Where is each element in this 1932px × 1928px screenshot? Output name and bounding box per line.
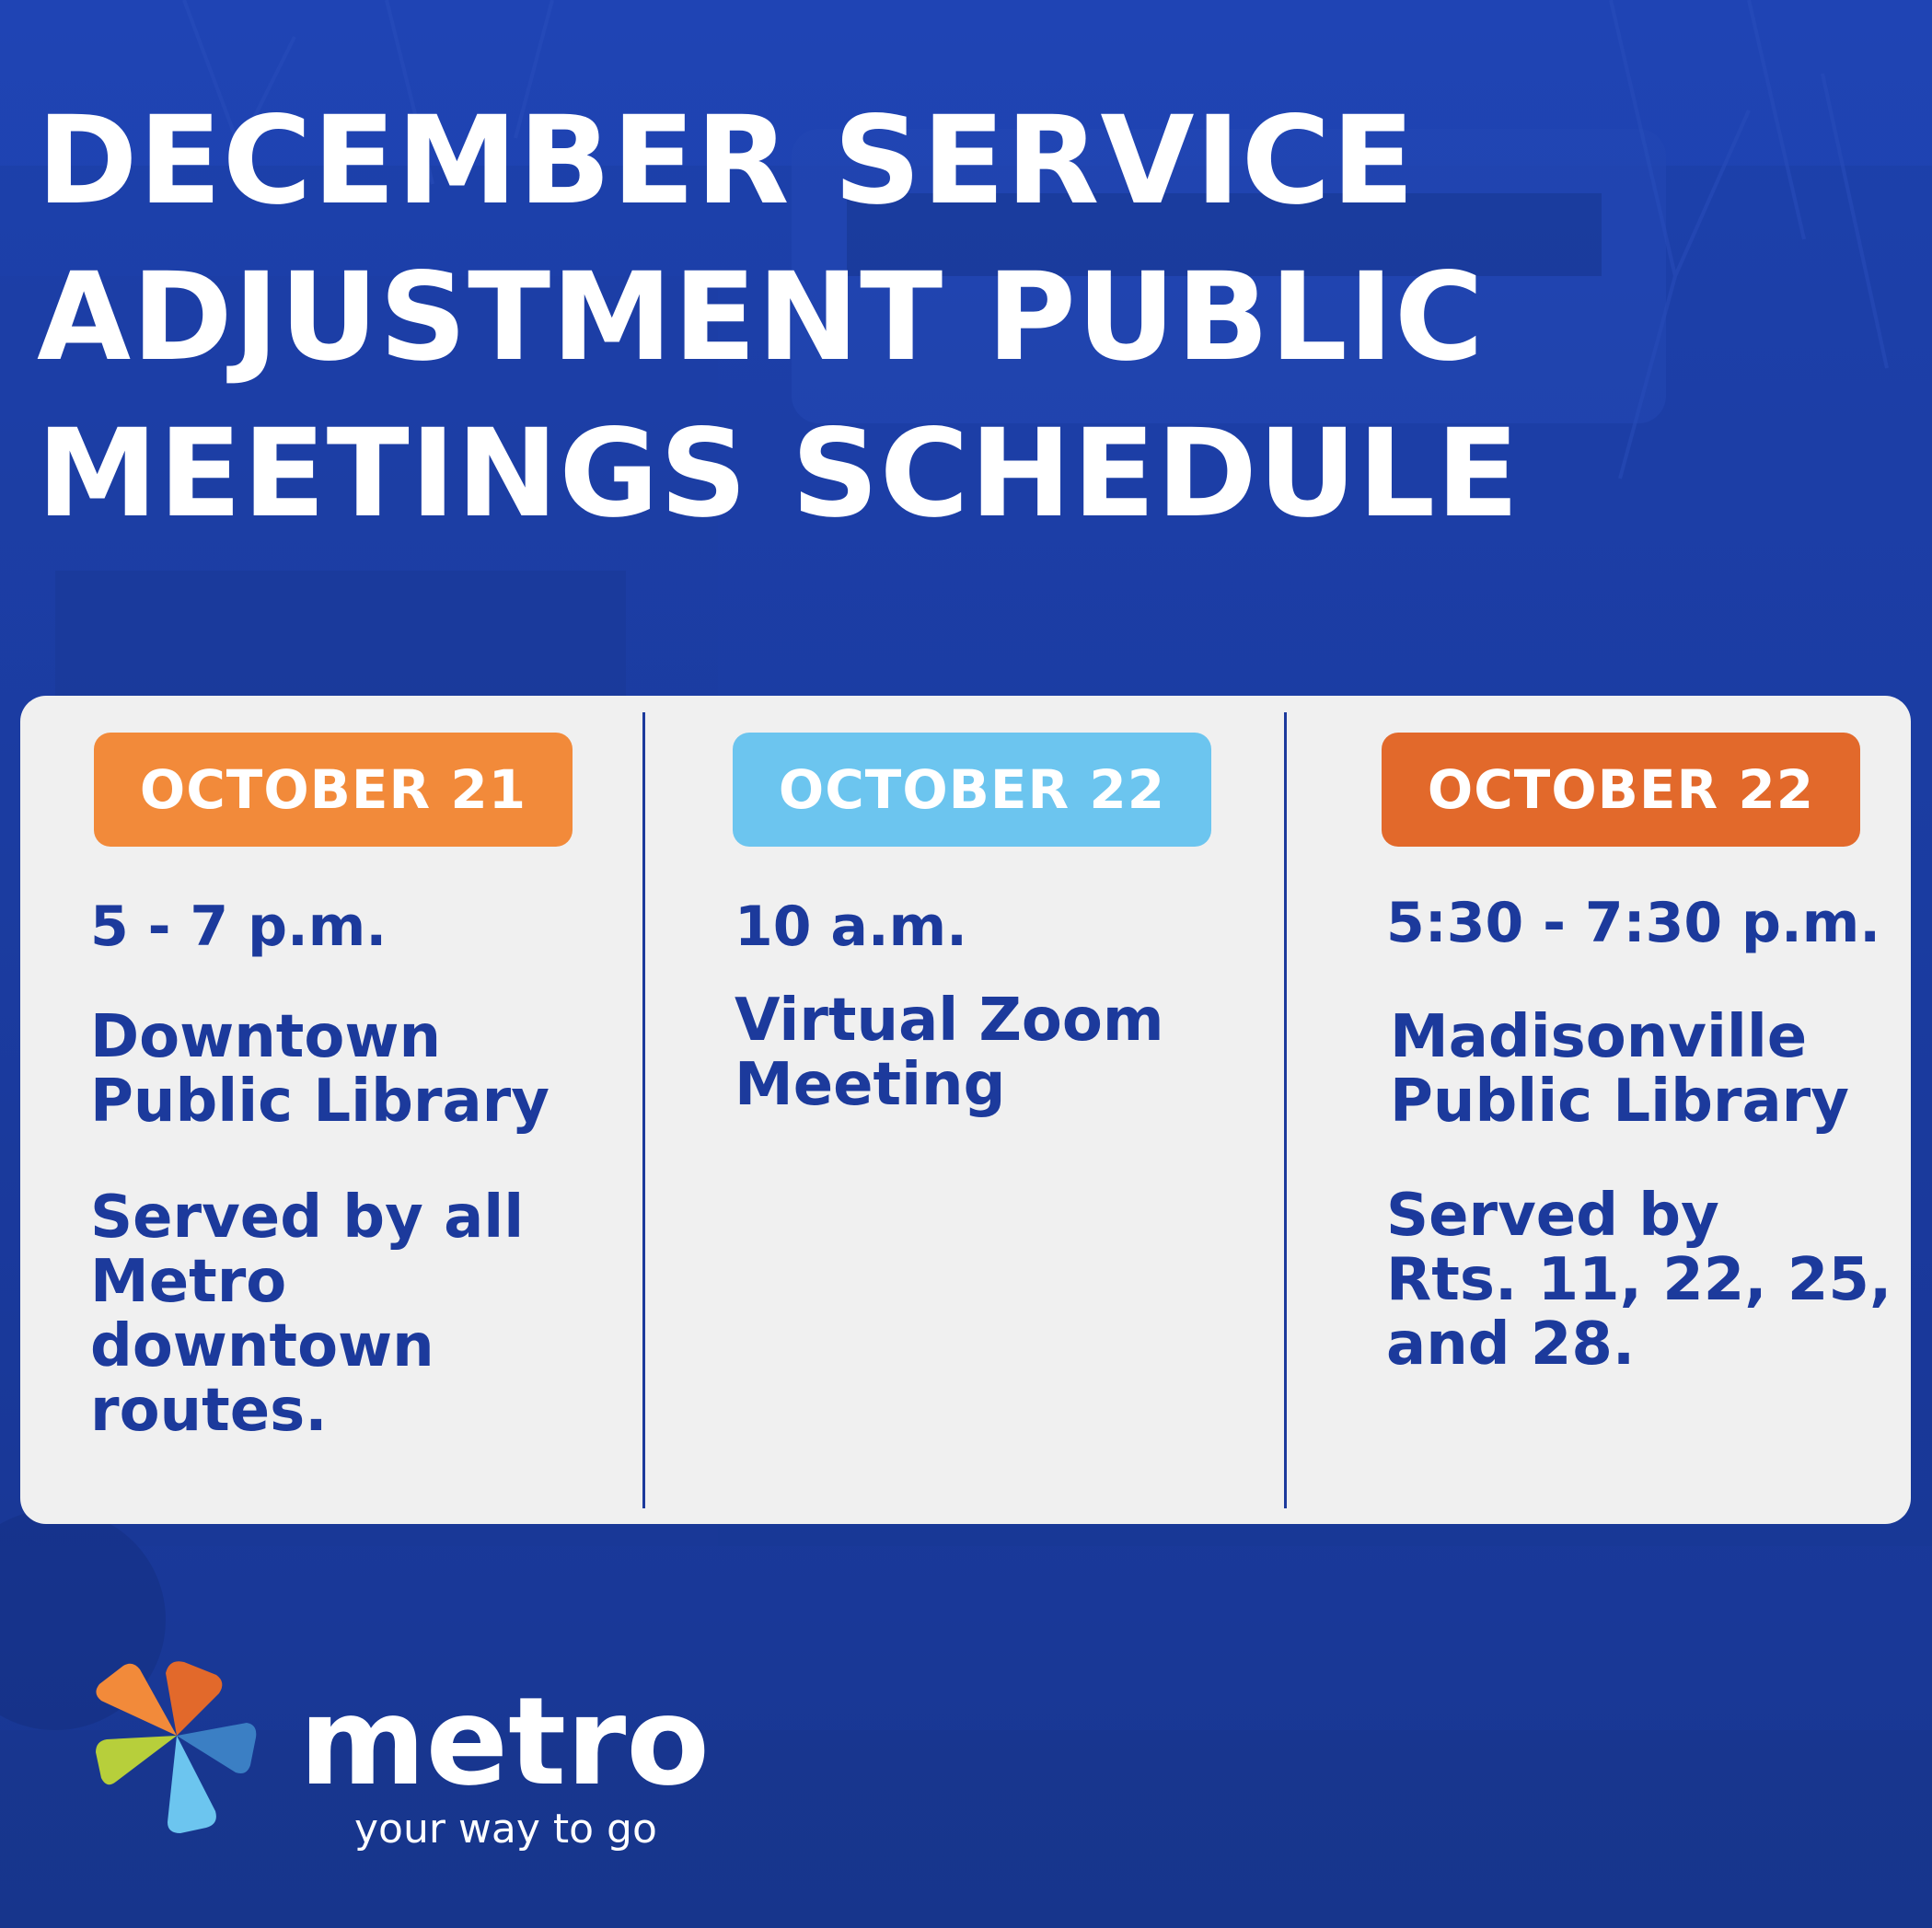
meeting-location [90, 1005, 550, 1134]
meeting-time: 5:30 - 7:30 p.m. [1386, 891, 1881, 955]
location-line: Madisonville [1390, 1003, 1808, 1071]
brand-tagline: your way to go [354, 1806, 657, 1853]
location-line: Meeting [735, 1051, 1006, 1119]
served-line: Served by [1386, 1182, 1719, 1250]
headline-line-1: DECEMBER SERVICE [37, 90, 1416, 232]
served-line: downtown [90, 1312, 434, 1380]
location-line: Public Library [90, 1068, 550, 1136]
location-line: Public Library [1390, 1068, 1849, 1136]
location-line: Virtual Zoom [735, 987, 1164, 1055]
headline-line-2: ADJUSTMENT PUBLIC [37, 247, 1485, 388]
date-badge: OCTOBER 21 [94, 733, 573, 847]
date-badge: OCTOBER 22 [1382, 733, 1860, 847]
date-badge: OCTOBER 22 [733, 733, 1211, 847]
location-line: Downtown [90, 1003, 442, 1071]
meeting-time: 10 a.m. [735, 895, 967, 959]
meeting-column-2 [645, 696, 1284, 1524]
served-line: Rts. 11, 22, 25, [1386, 1246, 1892, 1314]
meeting-location [1390, 1005, 1849, 1134]
meeting-column-3 [1287, 696, 1911, 1524]
served-by-note [1386, 1183, 1892, 1377]
brand-wordmark: metro [299, 1671, 710, 1813]
meeting-column-1 [20, 696, 642, 1524]
served-line: Metro [90, 1248, 287, 1316]
served-line: Served by all [90, 1183, 525, 1252]
served-by-note [90, 1185, 524, 1443]
meeting-location [735, 988, 1164, 1117]
served-line: and 28. [1386, 1310, 1636, 1379]
headline-line-3: MEETINGS SCHEDULE [37, 403, 1521, 545]
metro-logo-icon [92, 1657, 258, 1836]
meetings-card [20, 696, 1911, 1524]
meeting-time: 5 - 7 p.m. [90, 895, 388, 959]
served-line: routes. [90, 1377, 328, 1445]
headline [37, 83, 1878, 552]
